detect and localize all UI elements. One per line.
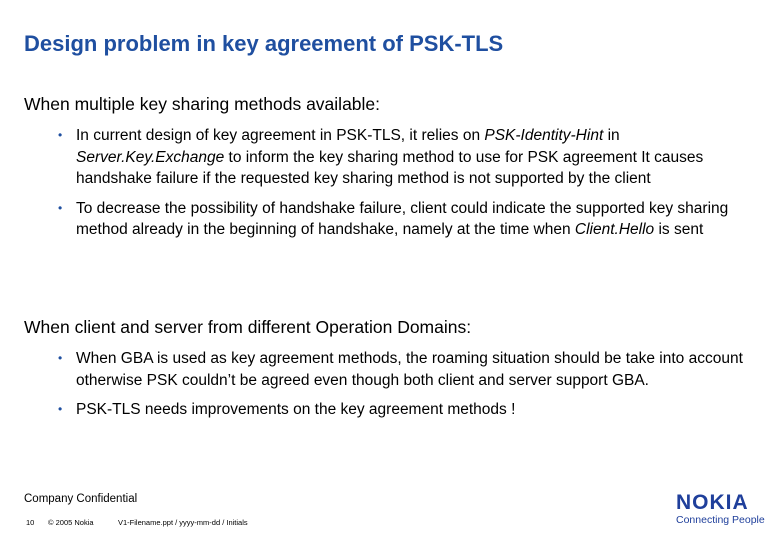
nokia-logo xyxy=(676,492,770,526)
logo-tagline: Connecting People xyxy=(676,514,765,526)
footer-page-number: 10 xyxy=(26,518,35,527)
bullet-text: In current design of key agreement in PSK-TLS, it relies on xyxy=(76,127,485,144)
bullet-list-multiple-methods xyxy=(58,125,763,249)
bullet-text: to inform the key sharing method to use for PSK agreement It causes handshake failure if the requested key sharing method is not supported by the client xyxy=(76,148,704,187)
bullet-dot: • xyxy=(58,200,63,215)
footer-file-info: V1-Filename.ppt / yyyy-mm-dd / Initials xyxy=(118,518,248,527)
bullet-list-operation-domains xyxy=(58,348,763,429)
bullet-text: To decrease the possibility of handshake failure, client could indicate the supported key sharing method already in the beginning of handshake, namely at the time when xyxy=(76,199,729,238)
bullet-text: PSK-TLS needs improvements on the key agreement methods ! xyxy=(76,401,516,418)
bullet-text: in xyxy=(603,127,620,144)
bullet-dot: • xyxy=(58,351,63,365)
bullet-text-italic: Server.Key.Exchange xyxy=(76,148,225,166)
bullet-text: When GBA is used as key agreement methods, the roaming situation should be take into account otherwise PSK couldn’t be agreed even though both client and server support GBA. xyxy=(76,350,743,389)
bullet-item xyxy=(58,125,763,190)
bullet-item xyxy=(58,399,763,421)
bullet-dot: • xyxy=(58,128,63,142)
section-heading-multiple-methods: When multiple key sharing methods available: xyxy=(24,94,381,114)
bullet-item xyxy=(58,348,763,391)
bullet-text-italic: PSK-Identity-Hint xyxy=(484,127,604,144)
bullet-text: is sent xyxy=(654,221,704,238)
section-heading-operation-domains: When client and server from different Operation Domains: xyxy=(24,317,472,337)
footer-copyright: © 2005 Nokia xyxy=(48,518,94,527)
bullet-dot: • xyxy=(58,402,63,416)
footer-confidential: Company Confidential xyxy=(24,493,138,505)
bullet-text-italic: Client.Hello xyxy=(574,221,655,238)
logo-wordmark: NOKIA xyxy=(676,491,749,514)
bullet-item xyxy=(58,198,763,241)
slide-title: Design problem in key agreement of PSK-TLS xyxy=(24,31,504,56)
